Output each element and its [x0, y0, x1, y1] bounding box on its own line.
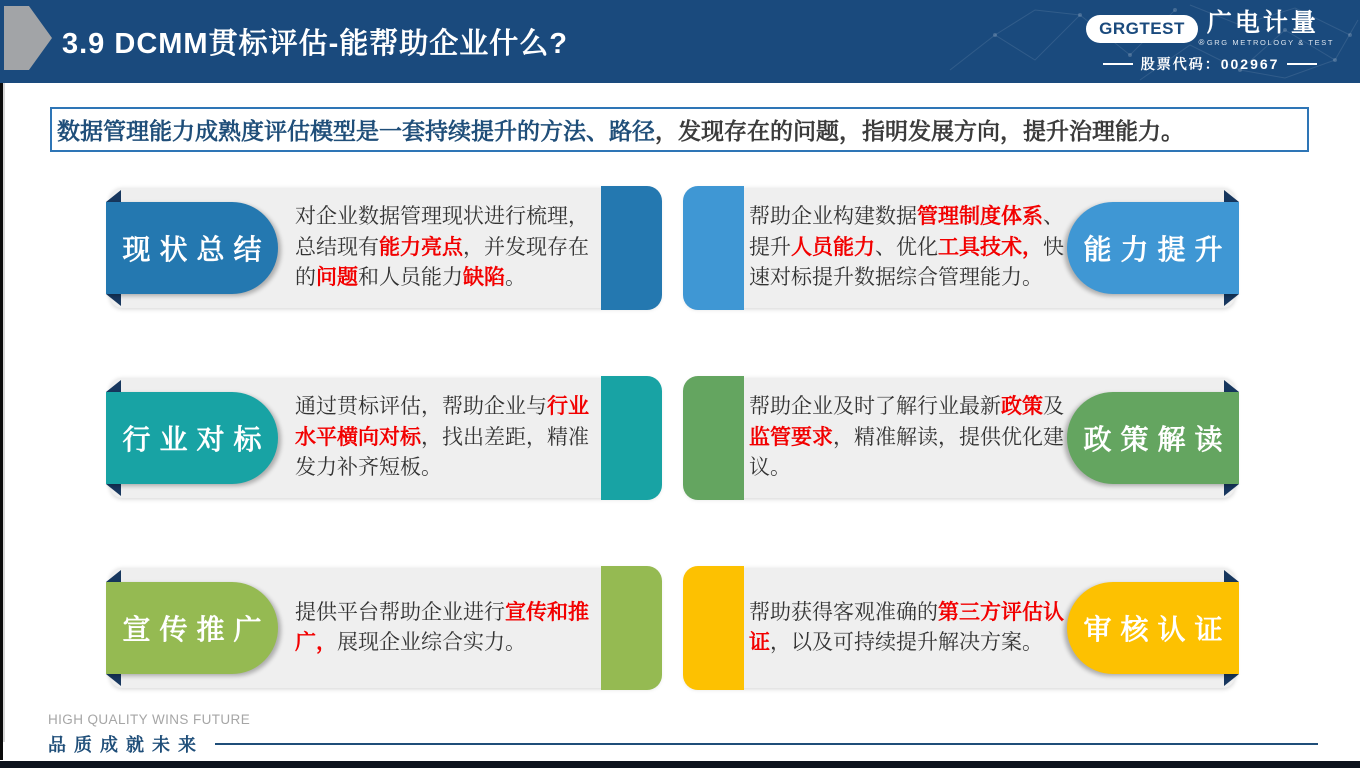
stock-code: 股票代码：002967	[1103, 54, 1318, 74]
dash-right	[1287, 63, 1317, 65]
ribbon-fold-bottom	[1224, 674, 1239, 686]
page-title: 3.9 DCMM贯标评估-能帮助企业什么?	[62, 28, 568, 60]
ribbon-fold-top	[106, 190, 121, 202]
footer-slogan-en: HIGH QUALITY WINS FUTURE	[48, 712, 251, 727]
ribbon-fold-bottom	[106, 674, 121, 686]
ribbon-fold-bottom	[106, 484, 121, 496]
ribbon-fold-top	[106, 570, 121, 582]
card-status-summary	[110, 188, 660, 308]
card-text: 帮助企业及时了解行业最新政策及监管要求，精准解读，提供优化建议。	[749, 395, 1064, 480]
card-publicity-promotion	[110, 568, 660, 688]
company-logo	[1086, 11, 1334, 74]
card-label: 政策解读	[1067, 392, 1239, 484]
card-text: 帮助企业构建数据管理制度体系、提升人员能力、优化工具技术，快速对标提升数据综合管理能力。	[749, 205, 1064, 290]
ribbon-fold-top	[1224, 380, 1239, 392]
card-audit-certification	[685, 568, 1235, 688]
dash-left	[1103, 63, 1133, 65]
card-accent-bar	[601, 566, 662, 690]
card-accent-bar	[683, 186, 744, 310]
chevron-arrow-icon	[4, 6, 52, 70]
registered-mark-icon: ®	[1198, 37, 1205, 47]
brand-name-en: GRG METROLOGY & TEST	[1206, 38, 1334, 47]
card-text: 对企业数据管理现状进行梳理，总结现有能力亮点，并发现存在的问题和人员能力缺陷。	[295, 205, 589, 290]
ribbon-fold-bottom	[1224, 294, 1239, 306]
card-text: 提供平台帮助企业进行宣传和推广，展现企业综合实力。	[295, 600, 589, 654]
footer-divider-line	[215, 743, 1318, 745]
intro-callout	[50, 107, 1309, 152]
intro-highlight-text: 数据管理能力成熟度评估模型是一套持续提升的方法、路径	[57, 118, 655, 144]
card-text: 通过贯标评估，帮助企业与行业水平横向对标，找出差距，精准发力补齐短板。	[295, 395, 589, 480]
bottom-bar	[0, 761, 1360, 768]
header	[0, 0, 1360, 83]
card-policy-interpretation	[685, 378, 1235, 498]
card-accent-bar	[601, 186, 662, 310]
ribbon-fold-bottom	[1224, 484, 1239, 496]
page-edge-light	[3, 0, 5, 742]
card-label: 审核认证	[1067, 582, 1239, 674]
card-accent-bar	[601, 376, 662, 500]
ribbon-fold-top	[1224, 190, 1239, 202]
card-label: 能力提升	[1067, 202, 1239, 294]
footer-slogan-cn: 品质成就未来	[48, 735, 204, 755]
card-industry-benchmark	[110, 378, 660, 498]
logo-badge: GRGTEST ®	[1086, 15, 1198, 43]
ribbon-fold-top	[1224, 570, 1239, 582]
card-capability-improvement	[685, 188, 1235, 308]
intro-rest-text: ，发现存在的问题，指明发展方向，提升治理能力。	[655, 118, 1184, 144]
card-label: 宣传推广	[106, 582, 278, 674]
card-accent-bar	[683, 376, 744, 500]
card-label: 现状总结	[106, 202, 278, 294]
card-accent-bar	[683, 566, 744, 690]
card-text: 帮助获得客观准确的第三方评估认证，以及可持续提升解决方案。	[749, 600, 1064, 654]
card-label: 行业对标	[106, 392, 278, 484]
ribbon-fold-bottom	[106, 294, 121, 306]
ribbon-fold-top	[106, 380, 121, 392]
brand-name-cn: 广电计量	[1206, 9, 1319, 37]
